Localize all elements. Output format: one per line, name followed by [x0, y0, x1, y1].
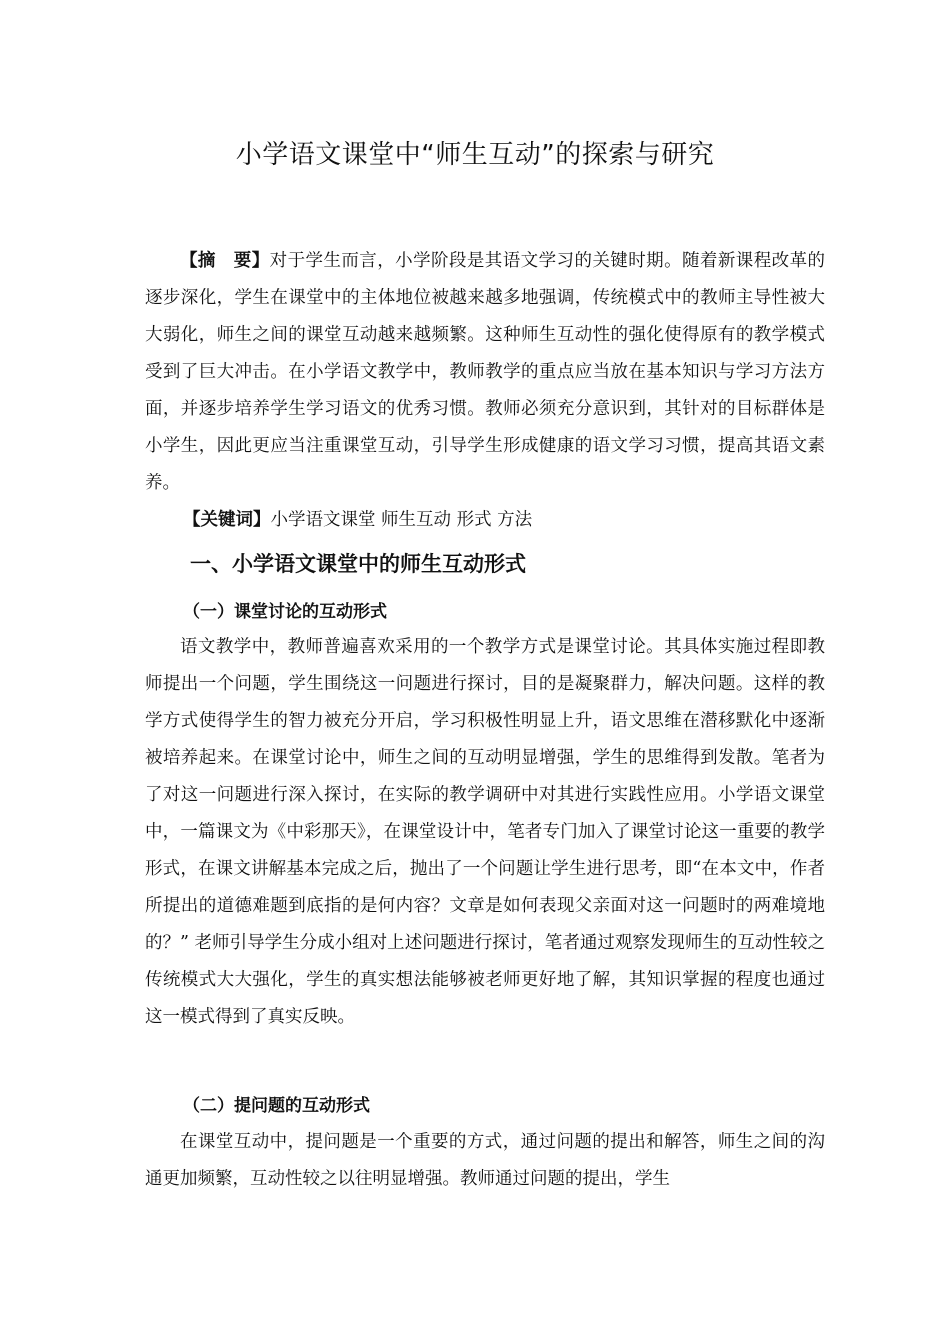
keywords-label: 【关键词】 [183, 510, 271, 530]
abstract-label: 【摘 要】 [180, 251, 270, 271]
keywords-text: 小学语文课堂 师生互动 形式 方法 [270, 510, 533, 530]
abstract-paragraph [145, 243, 825, 502]
section-heading-1: 一、小学语文课堂中的师生互动形式 [190, 552, 526, 576]
abstract-text: 对于学生而言，小学阶段是其语文学习的关键时期。随着新课程改革的逐步深化，学生在课堂中的主体地位被越来越多地强调，传统模式中的教师主导性被大大弱化，师生之间的课堂互动越来越频繁。这种师生互动性的强化使得原有的教学模式受到了巨大冲击。在小学语文教学中，教师教学的重点应当放在基本知识与学习方法方面，并逐步培养学生学习语文的优秀习惯。教师必须充分意识到，其针对的目标群体是小学生，因此更应当注重课堂互动，引导学生形成健康的语文学习习惯，提高其语文素养。 [145, 251, 826, 493]
keywords-line [183, 502, 823, 539]
document-title: 小学语文课堂中“师生互动”的探索与研究 [235, 140, 715, 170]
subsection-heading-1: （一）课堂讨论的互动形式 [183, 602, 387, 622]
subsection-heading-2: （二）提问题的互动形式 [183, 1096, 370, 1116]
subsection-1-paragraph: 语文教学中，教师普遍喜欢采用的一个教学方式是课堂讨论。其具体实施过程即教师提出一个问题，学生围绕这一问题进行探讨，目的是凝聚群力，解决问题。这样的教学方式使得学生的智力被充分开启，学习积极性明显上升，语文思维在潜移默化中逐渐被培养起来。在课堂讨论中，师生之间的互动明显增强，学生的思维得到发散。笔者为了对这一问题进行深入探讨，在实际的教学调研中对其进行实践性应用。小学语文课堂中，一篇课文为《中彩那天》，在课堂设计中，笔者专门加入了课堂讨论这一重要的教学形式，在课文讲解基本完成之后，抛出了一个问题让学生进行思考，即“在本文中，作者所提出的道德难题到底指的是何内容？文章是如何表现父亲面对这一问题时的两难境地的？” 老师引导学生分成小组对上述问题进行探讨，笔者通过观察发现师生的互动性较之传统模式大大强化，学生的真实想法能够被老师更好地了解，其知识掌握的程度也通过这一模式得到了真实反映。 [145, 637, 825, 1027]
subsection-2-paragraph: 在课堂互动中，提问题是一个重要的方式，通过问题的提出和解答，师生之间的沟通更加频繁，互动性较之以往明显增强。教师通过问题的提出，学生 [145, 1132, 825, 1189]
